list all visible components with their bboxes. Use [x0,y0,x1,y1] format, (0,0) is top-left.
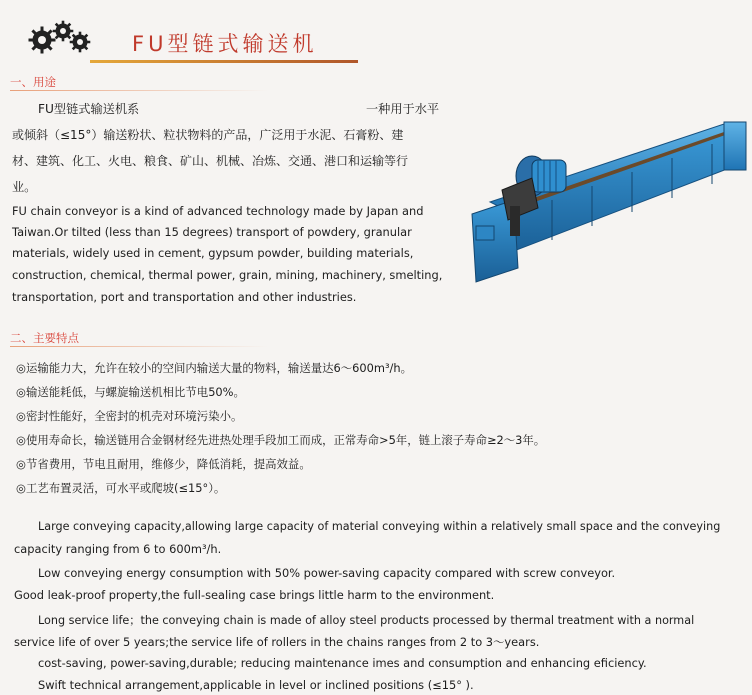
usage-zh-line-2: 或倾斜（≤15°）输送粉状、粒状物料的产品，广泛用于水泥、石膏粉、建 [12,128,404,142]
gears-icon [28,18,98,58]
usage-zh-line-3: 材、建筑、化工、火电、粮食、矿山、机械、冶炼、交通、港口和运输等行 [12,154,409,168]
page-title: FU型链式输送机 [132,32,318,56]
usage-heading: 一、用途 [10,75,56,89]
usage-en-line: FU chain conveyor is a kind of advanced technology made by Japan and [12,204,424,218]
feature-en-line: cost-saving, power-saving,durable; reducing maintenance imes and consumption and enhancing eficiency. [38,656,647,670]
chain-conveyor-photo [462,106,752,296]
usage-en-line: construction, chemical, thermal power, grain, mining, machinery, smelting, [12,268,443,282]
feature-en-line: service life of over 5 years;the service life of rollers in the chains ranges from 2 to 3～years. [14,635,540,649]
title-underline [90,60,358,63]
feature-zh-item: ◎密封性能好，全密封的机壳对环境污染小。 [16,409,243,423]
usage-zh-line-1-left: FU型链式输送机系 [38,102,140,116]
features-heading-underline [10,346,268,347]
feature-zh-item: ◎节省费用，节电且耐用，维修少，降低消耗，提高效益。 [16,457,311,471]
feature-en-line: Low conveying energy consumption with 50% power-saving capacity compared with screw conveyor. [38,566,616,580]
feature-zh-item: ◎运输能力大，允许在较小的空间内输送大量的物料，输送量达6～600m³/h。 [16,361,412,375]
features-heading: 二、主要特点 [10,331,79,345]
feature-zh-item: ◎使用寿命长，输送链用合金钢材经先进热处理手段加工而成，正常寿命>5年，链上滚子寿命≥2～3年。 [16,433,546,447]
feature-en-line: capacity ranging from 6 to 600m³/h. [14,542,222,556]
title-block [28,18,348,62]
usage-en-line: materials, widely used in cement, gypsum powder, building materials, [12,246,414,260]
feature-en-line: Large conveying capacity,allowing large capacity of material conveying within a relatively small space and the conveying [38,520,721,533]
feature-en-line: Long service life；the conveying chain is made of alloy steel products processed by thermal treatment with a normal [38,614,695,627]
feature-en-line: Swift technical arrangement,applicable in level or inclined positions (≤15° ). [38,678,474,692]
usage-en-line: transportation, port and transportation and other industries. [12,290,357,304]
usage-zh-line-1-right: 一种用于水平 [366,102,440,116]
usage-zh-line-4: 业。 [12,180,37,194]
feature-zh-item: ◎工艺布置灵活，可水平或爬坡(≤15°）。 [16,481,226,495]
usage-heading-underline [10,90,268,91]
feature-zh-item: ◎输送能耗低，与螺旋输送机相比节电50%。 [16,385,245,399]
feature-en-line: Good leak-proof property,the full-sealing case brings little harm to the environment. [14,588,495,602]
usage-en-line: Taiwan.Or tilted (less than 15 degrees) transport of powdery, granular [12,225,412,239]
